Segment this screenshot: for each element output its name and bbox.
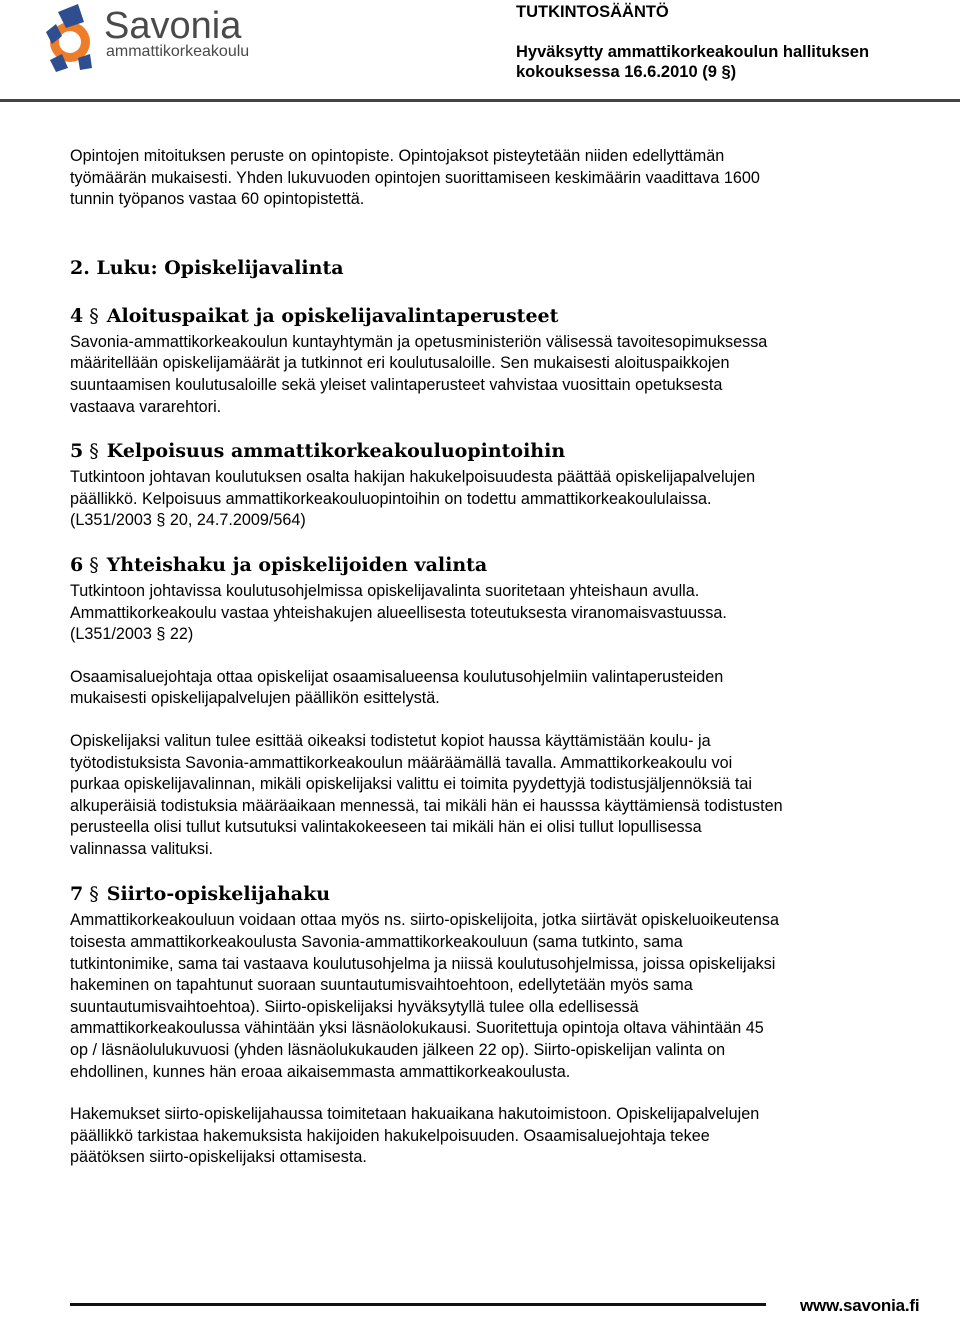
- document-header: [516, 2, 946, 82]
- text-line: määritellään opiskelijamäärät ja tutkinnot eri koulutusaloille. Sen mukaisesti aloituspaikkojen: [70, 354, 730, 373]
- header-divider: [0, 99, 960, 102]
- section-number: 4: [70, 304, 84, 327]
- text-line: ammattikorkeakoulussa vähintään yksi läsnäolokukausi. Suoritettuja opintoja oltava vähintään 45: [70, 1019, 764, 1038]
- savonia-logo: [44, 2, 294, 74]
- section-6-heading: [70, 553, 900, 577]
- text-line: toisesta ammattikorkeakoulusta Savonia-ammattikorkeakouluun (sama tutkinto, sama: [70, 933, 683, 952]
- approval-line-2: kokouksessa 16.6.2010 (9 §): [516, 63, 737, 81]
- text-line: Osaamisaluejohtaja ottaa opiskelijat osaamisalueensa koulutusohjelmiin valintaperusteiden: [70, 667, 724, 686]
- approval-note: [516, 42, 946, 82]
- text-line: Hakemukset siirto-opiskelijahaussa toimitetaan hakuaikana hakutoimistoon. Opiskelijapalvelujen: [70, 1105, 760, 1124]
- text-line: purkaa opiskelijavalinnan, mikäli opiskelijaksi valittu ei toimita pyydettyjä todistusjäljennöksiä tai: [70, 775, 753, 794]
- text-line: suuntautumisvaihtoehtoa). Siirto-opiskelijaksi hyväksytyllä tulee olla edellisessä: [70, 997, 639, 1016]
- section-7-paragraph-1: [70, 910, 900, 1083]
- section-symbol: §: [89, 440, 99, 463]
- text-line: valinnassa valituksi.: [70, 839, 214, 858]
- text-line: hakeminen on tapahtunut suoraan suuntautumisvaihtoehtoon, edellytetään myös sama: [70, 976, 693, 995]
- section-symbol: §: [89, 883, 99, 906]
- logo-mark-icon: [46, 4, 92, 72]
- approval-line-1: Hyväksytty ammattikorkeakoulun hallituksen: [516, 43, 870, 61]
- text-line: mukaisesti opiskelijapalvelujen päällikön esittelystä.: [70, 689, 440, 708]
- section-4-heading: [70, 304, 900, 328]
- footer-divider: [70, 1303, 766, 1306]
- text-line: op / läsnäolulukuvuosi (yhden läsnäolukukauden jälkeen 22 op). Siirto-opiskelijan valinta on: [70, 1041, 726, 1060]
- section-6-paragraph-2: [70, 667, 900, 710]
- section-title: Siirto-opiskelijahaku: [106, 883, 331, 906]
- logo-wordmark: Savonia: [104, 5, 242, 47]
- section-7-heading: [70, 882, 900, 906]
- section-4-paragraph: [70, 332, 900, 418]
- section-symbol: §: [89, 553, 99, 576]
- text-line: Savonia-ammattikorkeakoulun kuntayhtymän ja opetusministeriön välisessä tavoitesopimuksessa: [70, 332, 768, 351]
- text-line: Tutkintoon johtavissa koulutusohjelmissa opiskelijavalinta suoritetaan yhteishaun avulla.: [70, 581, 700, 600]
- section-title: Yhteishaku ja opiskelijoiden valinta: [106, 553, 488, 576]
- section-7-paragraph-2: [70, 1104, 900, 1169]
- text-line: työtodistuksista Savonia-ammattikorkeakoulun määräämällä tavalla. Ammattikorkeakoulu voi: [70, 753, 733, 772]
- text-line: ehdollinen, kunnes hän eroaa aikaisemmasta ammattikorkeakoulusta.: [70, 1062, 571, 1081]
- chapter-heading: 2. Luku: Opiskelijavalinta: [70, 256, 344, 279]
- text-line: Tutkintoon johtavan koulutuksen osalta hakijan hakukelpoisuudesta päättää opiskelijapalvelujen: [70, 468, 756, 487]
- text-line: tutkintonimike, sama tai vastaava koulutusohjelma ja niissä koulutusohjelmissa, joissa opiskelijaksi: [70, 954, 776, 973]
- section-title: Aloituspaikat ja opiskelijavalintaperusteet: [106, 304, 559, 327]
- text-line: perusteella olisi tullut kutsutuksi valintakokeeseen tai mikäli hän ei olisi tullut lopullisessa: [70, 818, 702, 837]
- footer-website-link[interactable]: www.savonia.fi: [800, 1296, 920, 1315]
- intro-paragraph: [70, 146, 900, 211]
- text-line: (L351/2003 § 22): [70, 625, 194, 644]
- logo-tagline: ammattikorkeakoulu: [106, 43, 250, 60]
- section-6-paragraph-3: [70, 731, 900, 861]
- section-title: Kelpoisuus ammattikorkeakouluopintoihin: [106, 440, 566, 463]
- intro-line: Opintojen mitoituksen peruste on opintopiste. Opintojaksot pisteytetään niiden edellyttämän: [70, 147, 725, 165]
- text-line: (L351/2003 § 20, 24.7.2009/564): [70, 511, 306, 530]
- section-number: 5: [70, 440, 84, 463]
- text-line: päällikkö tarkistaa hakemuksista hakijoiden hakukelpoisuuden. Osaamisaluejohtaja tekee: [70, 1126, 710, 1145]
- section-symbol: §: [89, 304, 99, 327]
- text-line: alkuperäisiä todistuksia määräaikaan mennessä, tai mikäli hän ei hausssa käyttämiensä todistusten: [70, 796, 783, 815]
- section-number: 7: [70, 883, 84, 906]
- document-body: [70, 146, 900, 1169]
- section-5-heading: [70, 439, 900, 463]
- text-line: päätöksen siirto-opiskelijaksi ottamisesta.: [70, 1148, 367, 1167]
- text-line: suuntaamisen koulutusaloille sekä yleiset valintaperusteet vahvistaa vuosittain opetuksesta: [70, 375, 723, 394]
- text-line: vastaava vararehtori.: [70, 397, 222, 416]
- intro-line: tunnin työpanos vastaa 60 opintopistettä.: [70, 190, 365, 209]
- section-6-paragraph-1: [70, 581, 900, 646]
- section-5-paragraph: [70, 467, 900, 532]
- document-title: TUTKINTOSÄÄNTÖ: [516, 3, 669, 21]
- text-line: Ammattikorkeakoulu vastaa yhteishakujen alueellisesta toteutuksesta viranomaisvastuussa.: [70, 603, 727, 622]
- section-number: 6: [70, 553, 84, 576]
- text-line: Ammattikorkeakouluun voidaan ottaa myös ns. siirto-opiskelijoita, jotka siirtävät opiskeluoikeutensa: [70, 911, 780, 930]
- text-line: päällikkö. Kelpoisuus ammattikorkeakouluopintoihin on todettu ammattikorkeakoululaissa.: [70, 489, 712, 508]
- intro-line: työmäärän mukaisesti. Yhden lukuvuoden opintojen suorittamiseen keskimäärin vaadittava 1600: [70, 168, 760, 187]
- text-line: Opiskelijaksi valitun tulee esittää oikeaksi todistetut kopiot haussa käyttämistään koulu- ja: [70, 731, 711, 750]
